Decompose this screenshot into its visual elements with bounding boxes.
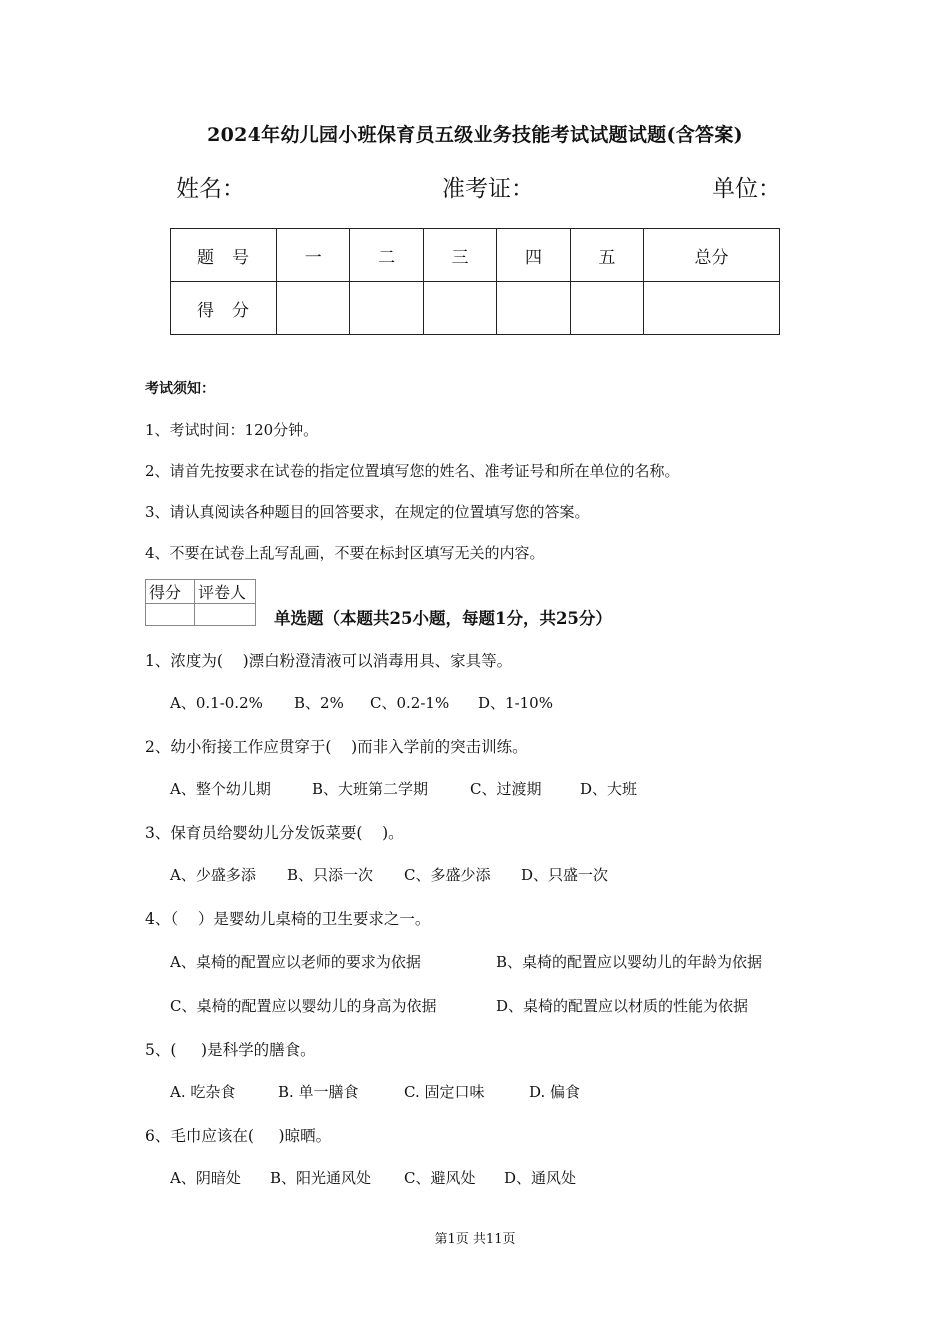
option: B、阳光通风处 bbox=[270, 1169, 372, 1187]
grader-box-grader-label: 评卷人 bbox=[195, 580, 256, 604]
option: B、只添一次 bbox=[287, 866, 374, 884]
column-2: 二 bbox=[350, 229, 423, 282]
option: D、桌椅的配置应以材质的性能为依据 bbox=[496, 997, 749, 1015]
score-table-header-row bbox=[171, 229, 780, 282]
notice-title: 考试须知： bbox=[145, 381, 215, 397]
option: C. 固定口味 bbox=[404, 1083, 485, 1101]
notice-item: 2、请首先按要求在试卷的指定位置填写您的姓名、准考证号和所在单位的名称。 bbox=[145, 462, 680, 480]
option: D. 偏食 bbox=[529, 1083, 581, 1101]
score-table bbox=[170, 228, 780, 335]
name-field-label: 姓名： bbox=[176, 176, 245, 202]
question-stem: 6、毛巾应该在( )晾晒。 bbox=[145, 1127, 332, 1145]
question-stem: 3、保育员给婴幼儿分发饭菜要( )。 bbox=[145, 824, 404, 842]
exam-number-field-label: 准考证： bbox=[442, 176, 534, 202]
unit-field-label: 单位： bbox=[712, 176, 781, 202]
grader-box bbox=[145, 579, 256, 626]
score-table-score-row bbox=[171, 282, 780, 335]
option: A、整个幼儿期 bbox=[170, 780, 271, 798]
question-number-label: 题号 bbox=[171, 229, 277, 282]
grader-box-score-cell[interactable] bbox=[146, 604, 195, 626]
grader-box-score-label: 得分 bbox=[146, 580, 195, 604]
document-title: 2024年幼儿园小班保育员五级业务技能考试试题试题(含答案) bbox=[207, 124, 743, 146]
option: B、2% bbox=[294, 694, 344, 712]
question-stem: 1、浓度为( )漂白粉澄清液可以消毒用具、家具等。 bbox=[145, 652, 513, 670]
column-1: 一 bbox=[277, 229, 350, 282]
notice-item: 4、不要在试卷上乱写乱画，不要在标封区填写无关的内容。 bbox=[145, 544, 545, 562]
column-4: 四 bbox=[497, 229, 570, 282]
option: B. 单一膳食 bbox=[278, 1083, 359, 1101]
option: A、阴暗处 bbox=[170, 1169, 241, 1187]
option: A、少盛多添 bbox=[170, 866, 256, 884]
column-5: 五 bbox=[570, 229, 643, 282]
score-cell-2[interactable] bbox=[350, 282, 423, 335]
option: A、0.1-0.2% bbox=[170, 694, 263, 712]
score-cell-5[interactable] bbox=[570, 282, 643, 335]
score-cell-1[interactable] bbox=[277, 282, 350, 335]
question-stem: 5、( )是科学的膳食。 bbox=[145, 1041, 316, 1059]
option: C、避风处 bbox=[404, 1169, 476, 1187]
option: A、桌椅的配置应以老师的要求为依据 bbox=[170, 953, 421, 971]
column-total: 总分 bbox=[644, 229, 780, 282]
option: B、大班第二学期 bbox=[312, 780, 429, 798]
section-title: 单选题（本题共25小题，每题1分，共25分） bbox=[274, 609, 612, 628]
option: D、只盛一次 bbox=[521, 866, 609, 884]
option: D、通风处 bbox=[504, 1169, 577, 1187]
grader-box-grader-cell[interactable] bbox=[195, 604, 256, 626]
question-stem: 4、（ ）是婴幼儿桌椅的卫生要求之一。 bbox=[145, 910, 431, 928]
option: C、多盛少添 bbox=[404, 866, 491, 884]
column-3: 三 bbox=[423, 229, 496, 282]
question-stem: 2、幼小衔接工作应贯穿于( )而非入学前的突击训练。 bbox=[145, 738, 528, 756]
option: C、过渡期 bbox=[470, 780, 542, 798]
option: C、0.2-1% bbox=[370, 694, 450, 712]
option: A. 吃杂食 bbox=[170, 1083, 236, 1101]
score-cell-total[interactable] bbox=[644, 282, 780, 335]
notice-item: 3、请认真阅读各种题目的回答要求，在规定的位置填写您的答案。 bbox=[145, 503, 590, 521]
notice-item: 1、考试时间：120分钟。 bbox=[145, 421, 319, 439]
option: B、桌椅的配置应以婴幼儿的年龄为依据 bbox=[496, 953, 763, 971]
score-cell-4[interactable] bbox=[497, 282, 570, 335]
page-footer: 第1页 共11页 bbox=[434, 1232, 516, 1247]
score-row-label: 得分 bbox=[171, 282, 277, 335]
score-cell-3[interactable] bbox=[423, 282, 496, 335]
option: D、大班 bbox=[580, 780, 638, 798]
option: D、1-10% bbox=[478, 694, 553, 712]
option: C、桌椅的配置应以婴幼儿的身高为依据 bbox=[170, 997, 437, 1015]
